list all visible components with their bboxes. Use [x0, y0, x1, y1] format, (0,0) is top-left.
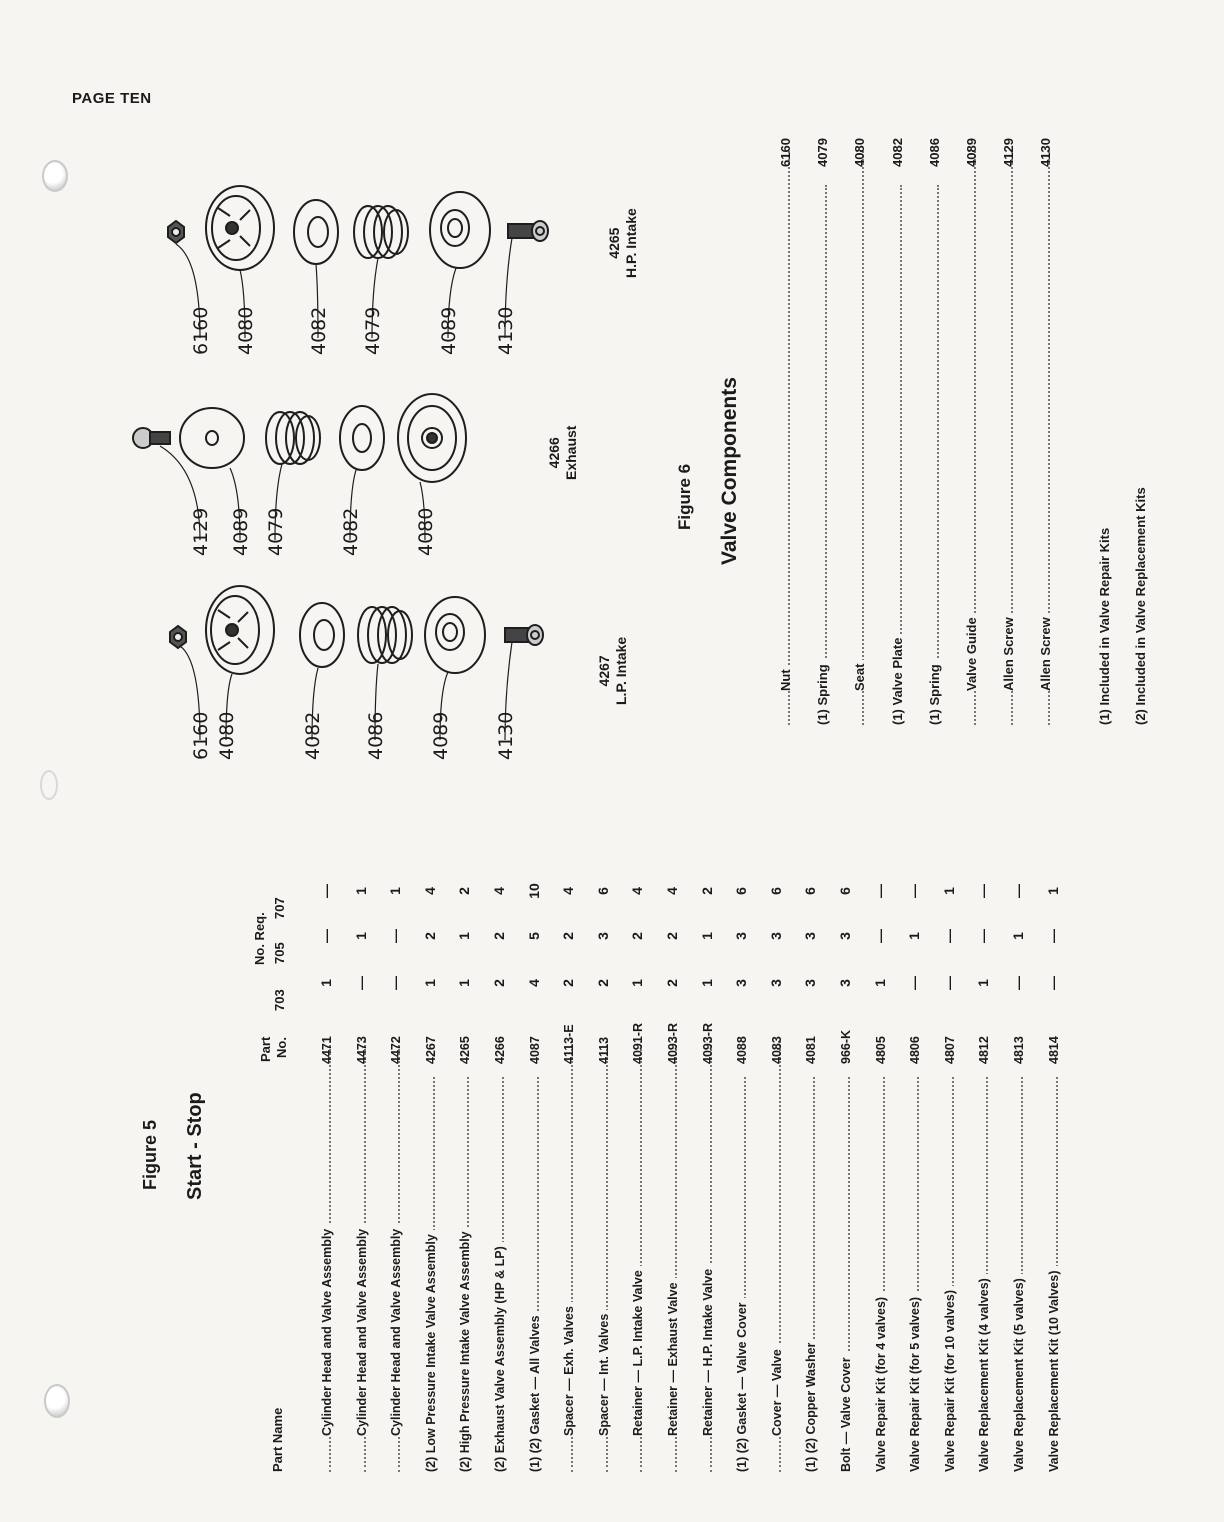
- callout-label: 4080: [235, 306, 257, 355]
- qty-705-cell: —: [975, 929, 992, 943]
- table-row: [416, 832, 450, 1472]
- component-name-cell: [1038, 151, 1053, 725]
- model-703-header: 703: [272, 989, 287, 1011]
- list-item: [1030, 125, 1064, 725]
- qty-703-cell: 3: [802, 979, 819, 987]
- part-name-text: (1) (2) Gasket — Valve Cover: [735, 1298, 749, 1472]
- rotated-content: [130, 10, 1224, 1490]
- part-number-cell: 4266: [493, 1036, 507, 1064]
- part-name-text: Cylinder Head and Valve Assembly: [355, 1225, 369, 1436]
- table-row: [762, 832, 796, 1472]
- part-name-cell: [666, 1041, 680, 1472]
- qty-707-cell: 4: [421, 887, 438, 895]
- qty-703-cell: 1: [421, 979, 438, 987]
- part-name-text: Valve Replacement Kit (10 Valves): [1047, 1267, 1061, 1473]
- callout-label: 4082: [302, 711, 324, 760]
- component-name-text: (1) Spring: [815, 660, 830, 725]
- qty-707-cell: —: [975, 884, 992, 898]
- qty-703-cell: 1: [456, 979, 473, 987]
- no-req-header: No. Req.: [252, 912, 267, 965]
- qty-707-cell: 6: [594, 887, 611, 895]
- qty-703-cell: 1: [698, 979, 715, 987]
- part-name-cell: [424, 1077, 438, 1472]
- note-repair-kits: (1) Included in Valve Repair Kits: [1097, 527, 1112, 725]
- list-item: [956, 125, 990, 725]
- qty-707-cell: —: [871, 884, 888, 898]
- part-name-text: Cylinder Head and Valve Assembly: [320, 1225, 334, 1436]
- qty-707-cell: 6: [733, 887, 750, 895]
- part-name-cell: [701, 1041, 715, 1472]
- table-row: [347, 832, 381, 1472]
- part-number-cell: 4083: [769, 1036, 784, 1064]
- qty-705-cell: —: [871, 929, 888, 943]
- qty-703-cell: 3: [767, 979, 784, 987]
- part-name-cell: [562, 1041, 576, 1472]
- callout-label: 4089: [430, 711, 452, 760]
- qty-703-cell: —: [906, 976, 923, 990]
- part-name-text: Retainer — L.P. Intake Valve: [631, 1266, 645, 1436]
- callout-label: 4079: [362, 306, 384, 355]
- part-number-cell: 4267: [423, 1036, 438, 1064]
- callout-label: 4086: [365, 711, 387, 760]
- part-name-cell: [528, 1077, 542, 1472]
- table-row: [1004, 832, 1038, 1472]
- part-name-text: Retainer — H.P. Intake Valve: [701, 1265, 715, 1436]
- list-item: [844, 125, 878, 725]
- qty-707-cell: 6: [802, 887, 819, 895]
- part-name-text: Valve Repair Kit (for 4 valves): [874, 1293, 888, 1472]
- qty-703-cell: 1: [975, 979, 992, 987]
- table-row: [866, 832, 900, 1472]
- table-row: [623, 832, 657, 1472]
- qty-707-cell: —: [906, 884, 923, 898]
- part-no-header-top: Part: [258, 1036, 273, 1062]
- part-number-cell: 4113-E: [562, 1024, 577, 1064]
- qty-705-cell: 3: [767, 932, 784, 940]
- part-number-cell: 4081: [804, 1036, 819, 1064]
- part-number-cell: 4265: [458, 1036, 473, 1064]
- assembly-caption: [546, 426, 580, 480]
- component-name-cell: [1001, 151, 1016, 725]
- figure6-label: Figure 6: [675, 463, 694, 530]
- component-name-text: (1) Spring: [927, 660, 942, 725]
- component-part-number: 4086: [926, 138, 942, 167]
- part-name-text: Valve Repair Kit (for 5 valves): [908, 1293, 922, 1472]
- table-row: [485, 832, 519, 1472]
- part-name-cell: [908, 1077, 922, 1472]
- list-item: [807, 125, 841, 725]
- qty-705-cell: 1: [352, 932, 369, 940]
- part-number-cell: 4806: [908, 1036, 923, 1064]
- table-row: [450, 832, 484, 1472]
- figure6-title: Valve Components: [718, 377, 741, 565]
- callout-label: 4089: [230, 507, 252, 556]
- table-row: [1039, 832, 1073, 1472]
- part-number-cell: 4093-R: [700, 1023, 715, 1064]
- qty-705-cell: 1: [906, 932, 923, 940]
- part-name-cell: [977, 1077, 991, 1472]
- qty-707-cell: 1: [352, 887, 369, 895]
- part-number-cell: 4472: [389, 1036, 404, 1064]
- qty-707-cell: 4: [664, 887, 680, 895]
- part-number-cell: 4093-R: [666, 1023, 680, 1064]
- qty-703-cell: 2: [560, 979, 577, 987]
- binder-hole-middle: [40, 770, 58, 800]
- qty-703-cell: 2: [491, 979, 507, 987]
- table-row: [554, 832, 588, 1472]
- component-name-cell: [927, 185, 942, 725]
- part-number-cell: 4113: [596, 1036, 611, 1064]
- callout-label: 4130: [495, 306, 517, 355]
- part-name-text: (2) High Pressure Intake Valve Assembly: [458, 1227, 472, 1472]
- part-name-cell: [355, 1041, 369, 1472]
- part-number-cell: 4087: [527, 1036, 542, 1064]
- part-name-text: Cylinder Head and Valve Assembly: [389, 1225, 403, 1436]
- list-item: [770, 125, 804, 725]
- part-name-text: Spacer — Exh. Valves: [562, 1302, 576, 1436]
- part-no-header-bottom: No.: [274, 1037, 289, 1058]
- binder-hole-top: [42, 160, 68, 192]
- component-name-text: Valve Guide: [964, 613, 979, 691]
- component-name-cell: [890, 185, 905, 725]
- part-number-cell: 4805: [873, 1036, 888, 1064]
- callout-label: 4079: [265, 507, 287, 556]
- component-name-text: Seat: [852, 660, 867, 691]
- qty-705-cell: 3: [594, 932, 611, 940]
- assembly-name: H.P. Intake: [623, 208, 639, 278]
- part-name-text: (2) Low Pressure Intake Valve Assembly: [424, 1230, 438, 1472]
- component-name-cell: [964, 151, 979, 725]
- binder-hole-bottom: [44, 1384, 70, 1418]
- table-row: [831, 832, 865, 1472]
- table-row: [381, 832, 415, 1472]
- part-name-cell: [943, 1077, 957, 1472]
- assembly-caption: [596, 637, 630, 705]
- table-row: [589, 832, 623, 1472]
- qty-705-cell: —: [318, 929, 334, 943]
- callout-label: 4129: [190, 507, 212, 556]
- qty-703-cell: 1: [871, 979, 888, 987]
- component-part-number: 6160: [778, 138, 793, 167]
- component-part-number: 4089: [964, 138, 979, 167]
- part-number-cell: 4473: [354, 1036, 369, 1064]
- part-name-text: (2) Exhaust Valve Assembly (HP & LP): [493, 1242, 507, 1472]
- qty-707-cell: —: [318, 884, 334, 898]
- part-name-cell: [1047, 1077, 1061, 1472]
- part-name-header: Part Name: [270, 1407, 285, 1472]
- qty-703-cell: 3: [837, 979, 853, 987]
- model-705-header: 705: [272, 942, 287, 964]
- part-number-cell: 4088: [735, 1036, 750, 1064]
- component-part-number: 4130: [1038, 138, 1054, 167]
- qty-703-cell: —: [940, 976, 957, 990]
- table-row: [658, 832, 692, 1472]
- qty-707-cell: 6: [837, 887, 853, 895]
- qty-703-cell: —: [352, 976, 369, 990]
- table-row: [727, 832, 761, 1472]
- callout-label: 4080: [415, 507, 437, 556]
- qty-703-cell: 4: [525, 979, 542, 987]
- figure5-parts-table: [312, 832, 1072, 1472]
- qty-707-cell: —: [1010, 884, 1026, 898]
- figure5-title: Start - Stop: [184, 1092, 206, 1200]
- table-row: [693, 832, 727, 1472]
- qty-707-cell: 4: [560, 887, 577, 895]
- part-name-cell: [1012, 1077, 1026, 1472]
- component-name-cell: [852, 151, 867, 725]
- qty-705-cell: 2: [491, 932, 507, 940]
- part-name-text: Bolt — Valve Cover: [839, 1353, 853, 1472]
- part-name-cell: [874, 1077, 888, 1472]
- qty-703-cell: 1: [318, 979, 334, 987]
- list-item: [993, 125, 1027, 725]
- qty-707-cell: 6: [767, 887, 784, 895]
- qty-705-cell: 3: [837, 932, 853, 940]
- part-name-text: (1) (2) Gasket — All Valves: [528, 1311, 542, 1472]
- part-name-cell: [320, 1041, 334, 1472]
- part-name-text: Spacer — Int. Valves: [597, 1310, 611, 1436]
- qty-703-cell: 3: [733, 979, 750, 987]
- part-number-cell: 966-K: [839, 1029, 853, 1064]
- component-name-cell: [815, 185, 830, 725]
- qty-705-cell: 1: [698, 932, 715, 940]
- qty-705-cell: 3: [733, 932, 750, 940]
- model-707-header: 707: [272, 897, 287, 919]
- callout-label: 6160: [190, 306, 212, 355]
- part-name-text: Valve Replacement Kit (4 valves): [977, 1274, 991, 1472]
- qty-707-cell: 4: [629, 887, 646, 895]
- qty-707-cell: 2: [698, 887, 715, 895]
- qty-703-cell: 2: [664, 979, 680, 987]
- callout-label: 4082: [340, 507, 362, 556]
- part-name-text: (1) (2) Copper Washer: [804, 1339, 818, 1472]
- table-row: [935, 832, 969, 1472]
- table-row: [520, 832, 554, 1472]
- part-name-text: Retainer — Exhaust Valve: [666, 1278, 680, 1436]
- component-part-number: 4079: [815, 138, 831, 167]
- table-row: [796, 832, 830, 1472]
- component-name-text: Allen Screw: [1001, 613, 1016, 691]
- qty-703-cell: —: [1044, 976, 1061, 990]
- qty-705-cell: —: [940, 929, 957, 943]
- qty-705-cell: 2: [629, 932, 646, 940]
- qty-705-cell: 2: [421, 932, 438, 940]
- part-name-cell: [597, 1041, 611, 1472]
- qty-707-cell: 10: [525, 883, 542, 899]
- part-name-cell: [804, 1077, 818, 1472]
- part-name-cell: [735, 1077, 749, 1472]
- qty-705-cell: 3: [802, 932, 819, 940]
- part-number-cell: 4813: [1012, 1036, 1026, 1064]
- part-name-cell: [770, 1041, 784, 1472]
- component-name-text: Allen Screw: [1038, 613, 1053, 691]
- qty-707-cell: 1: [387, 887, 404, 895]
- part-number-cell: 4812: [977, 1036, 992, 1064]
- table-row: [312, 832, 346, 1472]
- assembly-number: 4265: [606, 227, 622, 259]
- qty-703-cell: —: [387, 976, 404, 990]
- qty-703-cell: 1: [629, 979, 646, 987]
- qty-707-cell: 1: [940, 887, 957, 895]
- qty-705-cell: 1: [1010, 932, 1026, 940]
- note-replacement-kits: (2) Included in Valve Replacement Kits: [1133, 487, 1148, 725]
- component-part-number: 4080: [852, 138, 868, 167]
- qty-707-cell: 1: [1044, 887, 1061, 895]
- figure5-label: Figure 5: [140, 1119, 160, 1190]
- qty-707-cell: 2: [456, 887, 473, 895]
- qty-707-cell: 4: [491, 887, 507, 895]
- table-row: [969, 832, 1003, 1472]
- qty-705-cell: 2: [664, 932, 680, 940]
- part-number-cell: 4471: [320, 1036, 334, 1064]
- assembly-name: L.P. Intake: [613, 636, 629, 705]
- assembly-caption: [606, 208, 640, 278]
- qty-705-cell: 1: [456, 932, 473, 940]
- part-name-cell: [493, 1077, 507, 1472]
- callout-label: 4080: [216, 711, 238, 760]
- part-number-cell: 4807: [942, 1036, 957, 1064]
- list-item: [882, 125, 916, 725]
- part-name-cell: [458, 1077, 472, 1472]
- table-row: [900, 832, 934, 1472]
- valve-components-list: [770, 125, 1090, 725]
- part-name-cell: [631, 1041, 645, 1472]
- assembly-name: Exhaust: [563, 425, 579, 480]
- callout-label: 4130: [495, 711, 517, 760]
- part-name-text: Cover — Valve: [770, 1345, 784, 1436]
- part-name-cell: [389, 1041, 403, 1472]
- qty-703-cell: —: [1010, 976, 1026, 990]
- assembly-number: 4266: [546, 437, 562, 469]
- qty-705-cell: —: [1044, 929, 1061, 943]
- list-item: [919, 125, 953, 725]
- part-name-cell: [839, 1077, 853, 1472]
- qty-703-cell: 2: [594, 979, 611, 987]
- part-name-text: Valve Replacement Kit (5 valves): [1012, 1274, 1026, 1472]
- callout-label: 6160: [190, 711, 212, 760]
- qty-705-cell: 2: [560, 932, 577, 940]
- qty-705-cell: 5: [525, 932, 542, 940]
- component-part-number: 4082: [889, 138, 905, 167]
- part-number-cell: 4091-R: [631, 1023, 646, 1064]
- assembly-number: 4267: [596, 655, 612, 687]
- component-name-text: (1) Valve Plate: [890, 634, 905, 725]
- component-name-text: Nut: [778, 665, 793, 691]
- callout-label: 4089: [438, 306, 460, 355]
- part-number-cell: 4814: [1046, 1036, 1061, 1064]
- component-name-cell: [778, 151, 793, 725]
- component-part-number: 4129: [1001, 138, 1017, 167]
- qty-705-cell: —: [387, 929, 404, 943]
- page-title: PAGE TEN: [72, 90, 152, 107]
- callout-label: 4082: [308, 306, 330, 355]
- part-name-text: Valve Repair Kit (for 10 valves): [943, 1286, 957, 1472]
